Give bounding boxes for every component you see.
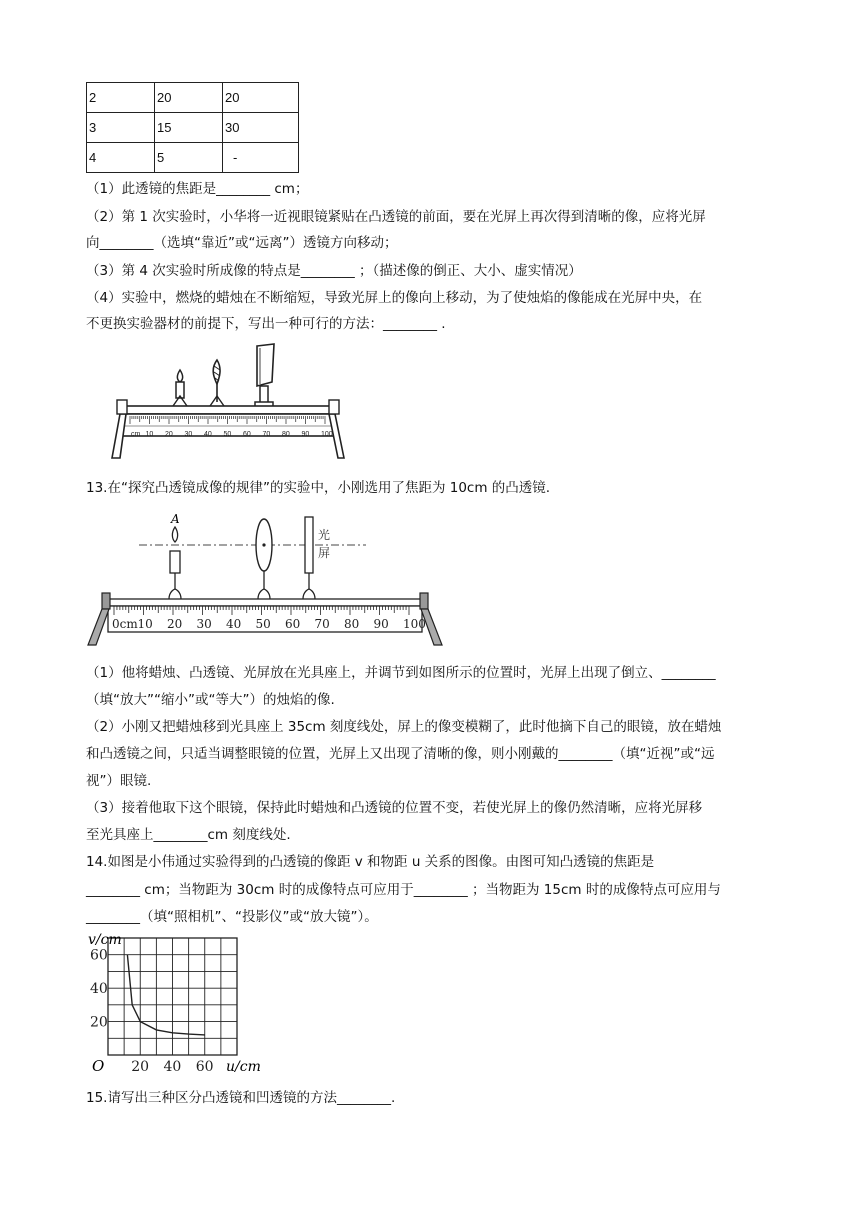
x-tick-label: 60	[195, 1059, 214, 1074]
table-cell: 4	[87, 143, 155, 173]
q12-part2-line1: （2）第 1 次实验时，小华将一近视眼镜紧贴在凸透镜的前面，要在光屏上再次得到清晰的像，应将光屏	[86, 209, 706, 225]
q13-part1-line1: （1）他将蜡烛、凸透镜、光屏放在光具座上，并调节到如图所示的位置时，光屏上出现了倒立、________	[86, 665, 716, 681]
q13-title: 13.在“探究凸透镜成像的规律”的实验中，小刚选用了焦距为 10cm 的凸透镜.	[86, 480, 551, 496]
q12-part4-line2: 不更换实验器材的前提下，写出一种可行的方法：________ .	[86, 316, 446, 332]
scale-label: 30	[196, 617, 212, 631]
y-axis-label: v/cm	[88, 932, 122, 948]
scale-label: 100	[403, 617, 426, 631]
table-cell: 20	[155, 83, 223, 113]
optical-bench-figure-1	[100, 340, 350, 460]
scale-label: 90	[301, 431, 310, 438]
origin-label: O	[92, 1057, 105, 1074]
scale-label: 20	[167, 617, 183, 631]
scale-label: 10	[145, 431, 154, 438]
table-cell: 20	[223, 83, 299, 113]
scale-label: 0cm	[112, 617, 138, 631]
scale-label: 40	[226, 617, 242, 631]
q12-part3: （3）第 4 次实验时所成像的特点是________ ；（描述像的倒正、大小、虚实情况）	[86, 263, 582, 279]
table-cell: 15	[155, 113, 223, 143]
scale-label: 50	[255, 617, 271, 631]
q13-part2-line3: 视”）眼镜.	[86, 773, 152, 789]
x-tick-label: 20	[131, 1059, 150, 1074]
table-cell: 5	[155, 143, 223, 173]
scale-label: 20	[165, 431, 173, 438]
q15-line1: 15.请写出三种区分凸透镜和凹透镜的方法________.	[86, 1090, 396, 1106]
x-tick-label: 40	[163, 1059, 182, 1074]
convex-lens	[256, 519, 272, 599]
y-tick-label: 40	[90, 981, 108, 998]
light-screen	[255, 344, 274, 410]
q14-line3: ________（填“照相机”、“投影仪”或“放大镜”）。	[86, 909, 378, 925]
scale-label: 80	[344, 617, 360, 631]
screen-label-2: 屏	[318, 546, 331, 560]
scale-label: cm	[131, 431, 141, 438]
q12-part1: （1）此透镜的焦距是________ cm；	[86, 181, 309, 197]
experiment-table	[86, 82, 299, 173]
rail	[112, 400, 344, 458]
light-screen	[303, 517, 330, 599]
v-u-graph	[84, 928, 274, 1074]
convex-lens	[210, 360, 224, 406]
q12-part4-line1: （4）实验中，燃烧的蜡烛在不断缩短，导致光屏上的像向上移动，为了使烛焰的像能成在光屏中央，在	[86, 290, 703, 306]
scale-label: 100	[321, 431, 333, 438]
q13-part2-line1: （2）小刚又把蜡烛移到光具座上 35cm 刻度线处，屏上的像变模糊了，此时他摘下自己的眼镜，放在蜡烛	[86, 719, 722, 735]
scale-label: 70	[262, 431, 271, 438]
y-tick-label: 60	[90, 947, 108, 964]
candle-label: A	[171, 512, 180, 526]
table-row	[87, 143, 299, 173]
q13-part2-line2: 和凸透镜之间，只适当调整眼镜的位置，光屏上又出现了清晰的像，则小刚戴的________（填“近视”或“远	[86, 746, 715, 762]
table-cell: 2	[87, 83, 155, 113]
q13-part3-line1: （3）接着他取下这个眼镜，保持此时蜡烛和凸透镜的位置不变，若使光屏上的像仍然清晰，应将光屏移	[86, 800, 703, 816]
candle	[169, 512, 181, 599]
q13-part1-line2: （填“放大”“缩小”或“等大”）的烛焰的像.	[86, 692, 335, 708]
table-row	[87, 113, 299, 143]
x-axis-label: u/cm	[226, 1059, 261, 1074]
scale-label: 30	[184, 431, 193, 438]
scale-label: 10	[137, 617, 153, 631]
scale-label: 90	[373, 617, 389, 631]
scale-label: 60	[285, 617, 301, 631]
screen-label-1: 光	[318, 528, 331, 542]
table-cell: 3	[87, 113, 155, 143]
q14-line2: ________ cm；当物距为 30cm 时的成像特点可应用于________ ；当物距为 15cm 时的成像特点可应用与	[86, 882, 721, 898]
chart-curve	[127, 955, 204, 1035]
q14-line1: 14.如图是小伟通过实验得到的凸透镜的像距 v 和物距 u 关系的图像。由图可知凸透镜的焦距是	[86, 854, 655, 870]
y-tick-label: 20	[90, 1014, 108, 1031]
table-cell: -	[223, 143, 299, 173]
q12-part2-line2: 向________（选填“靠近”或“远离”）透镜方向移动；	[86, 235, 398, 251]
q13-part3-line2: 至光具座上________cm 刻度线处.	[86, 827, 291, 843]
scale-label: 50	[223, 431, 232, 438]
optical-bench-figure-2	[84, 505, 446, 647]
table-row	[87, 83, 299, 113]
scale-label: 80	[282, 431, 290, 438]
candle	[173, 370, 187, 406]
table-cell: 30	[223, 113, 299, 143]
scale-label: 70	[314, 617, 330, 631]
scale-label: 60	[243, 431, 251, 438]
scale-label: 40	[204, 431, 212, 438]
